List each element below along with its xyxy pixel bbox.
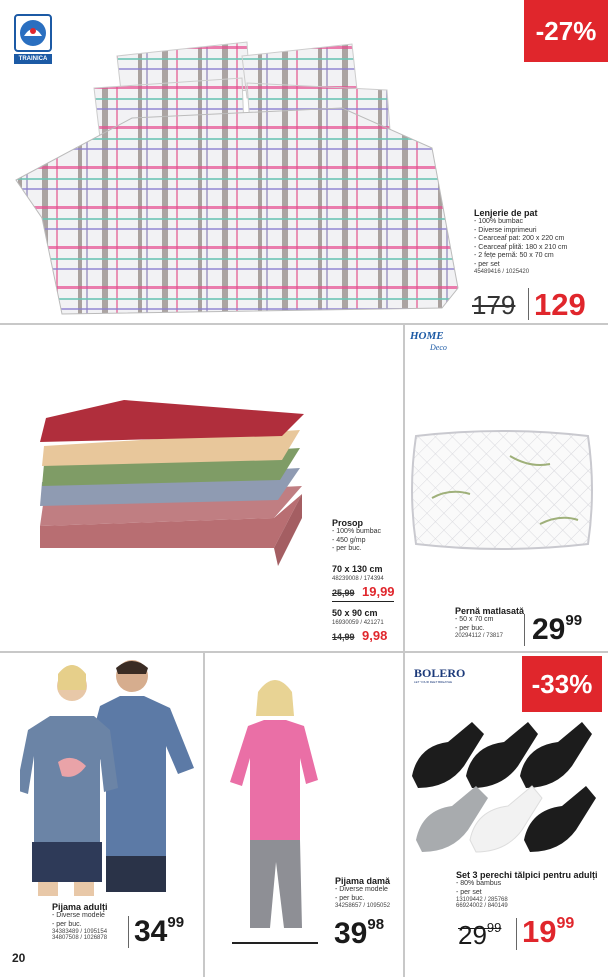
pajama-women-price xyxy=(334,916,384,951)
bedding-title: Lenjerie de pat xyxy=(474,208,538,218)
home-logo-text: HOME xyxy=(410,330,444,342)
bedding-features xyxy=(474,218,604,269)
separator-middle xyxy=(0,651,608,653)
pajama-adult-price-int: 34 xyxy=(134,915,168,948)
bedding-image xyxy=(12,38,464,316)
towel-old-price-2: 14,99 xyxy=(332,632,355,642)
towel-new-price-2: 9,98 xyxy=(362,628,388,643)
pajama-women-feature: - Diverse modele xyxy=(335,886,388,893)
pillow-features xyxy=(455,616,535,633)
discount-badge-bedding: -27% xyxy=(524,0,608,62)
separator-vertical-bottom-2 xyxy=(403,653,405,977)
pillow-info xyxy=(455,606,535,639)
socks-features xyxy=(456,880,606,897)
pajama-adult-title: Pijama adulți xyxy=(52,902,108,912)
pajama-adult-price xyxy=(134,914,184,949)
pajama-adult-code-1: 34383489 / 1095154 xyxy=(52,929,108,935)
bedding-new-price: 129 xyxy=(534,287,586,322)
bedding-feature: - 100% bumbac xyxy=(474,218,524,225)
pajama-women-code: 34258657 / 1095052 xyxy=(335,903,391,909)
pajama-women-title: Pijama damă xyxy=(335,876,391,886)
pajama-women-price-dec: 98 xyxy=(367,916,385,933)
socks-price-divider xyxy=(516,918,517,950)
page-number: 20 xyxy=(12,951,26,965)
pillow-price-int: 29 xyxy=(532,613,566,646)
bedding-feature: - per set xyxy=(474,260,500,268)
pillow-image xyxy=(410,428,594,552)
trainica-logo-text: TRAINICA xyxy=(18,56,48,62)
pillow-feature: - 50 x 70 cm xyxy=(455,616,494,623)
towel-underline-1 xyxy=(332,601,394,602)
bedding-old-price: 179 xyxy=(472,290,516,320)
socks-new-price xyxy=(522,914,574,950)
pillow-price-dec: 99 xyxy=(565,612,583,629)
socks-feature: - 80% bambus xyxy=(456,880,502,887)
bedding-price-divider xyxy=(528,288,529,320)
pajama-women-feature: - per buc. xyxy=(335,894,365,902)
bedding-info xyxy=(474,208,604,275)
bolero-logo-text: BOLERO xyxy=(414,666,466,680)
pillow-price xyxy=(532,612,582,647)
towel-old-price-1: 25,99 xyxy=(332,588,355,598)
bolero-logo-tag: LET YOUR FEET BREATHE xyxy=(414,680,453,684)
towel-new-price-1: 19,99 xyxy=(362,584,395,599)
socks-code-1: 13109442 / 285768 xyxy=(456,897,508,903)
towel-feature: - per buc. xyxy=(332,545,362,552)
bedding-feature: - 2 fețe pernă: 50 x 70 cm xyxy=(474,252,554,259)
bedding-feature: - Cearceaf pat: 200 x 220 cm xyxy=(474,235,565,242)
pajama-women-image xyxy=(220,672,330,950)
bedding-feature: - Cearceaf plită: 180 x 210 cm xyxy=(474,243,568,251)
towel-info xyxy=(332,518,404,554)
home-logo-sub: Deco xyxy=(430,343,447,352)
pajama-women-features xyxy=(335,886,405,903)
socks-image xyxy=(408,716,604,856)
socks-old-price-dec: 99 xyxy=(486,920,502,935)
pajama-adult-image xyxy=(20,656,200,896)
pajama-adult-info xyxy=(52,902,132,941)
pajama-adult-price-dec: 99 xyxy=(167,914,185,931)
page-number-box xyxy=(12,946,34,970)
towel-features xyxy=(332,528,404,554)
pillow-code: 20294112 / 73817 xyxy=(455,633,503,639)
separator-top xyxy=(0,323,608,325)
socks-old-price xyxy=(458,920,501,951)
towel-code-1: 48239008 / 174394 xyxy=(332,576,384,582)
pajama-adult-feature: - per buc. xyxy=(52,920,82,928)
towel-feature: - 100% bumbac xyxy=(332,528,382,535)
bedding-code: 45489416 / 1025420 xyxy=(474,269,530,275)
socks-feature: - per set xyxy=(456,888,482,896)
home-deco-logo xyxy=(410,330,460,356)
towel-title: Prosop xyxy=(332,518,364,528)
bolero-logo xyxy=(414,666,474,688)
pillow-title: Pernă matlasată xyxy=(455,606,525,616)
socks-new-price-dec: 99 xyxy=(556,915,575,932)
towel-code-2: 16930059 / 421271 xyxy=(332,620,384,626)
separator-vertical-middle xyxy=(403,325,405,651)
pajama-adult-feature: - Diverse modele xyxy=(52,912,105,919)
socks-new-price-int: 19 xyxy=(522,914,557,949)
pillow-feature: - per buc. xyxy=(455,624,485,632)
pajama-adult-features xyxy=(52,912,132,929)
separator-vertical-bottom-1 xyxy=(203,653,205,977)
socks-old-price-int: 29 xyxy=(458,920,487,950)
socks-code-2: 66924002 / 840149 xyxy=(456,903,508,909)
pajama-adult-code-2: 34807508 / 1026878 xyxy=(52,935,108,941)
towel-size-2: 50 x 90 cm xyxy=(332,608,378,618)
towels-image xyxy=(34,398,308,580)
socks-info xyxy=(456,870,606,909)
socks-title: Set 3 perechi tălpici pentru adulți xyxy=(456,870,598,880)
pillow-price-divider xyxy=(524,614,525,646)
pajama-women-price-int: 39 xyxy=(334,917,368,950)
towel-feature: - 450 g/mp xyxy=(332,536,366,544)
towel-size-1: 70 x 130 cm xyxy=(332,564,383,574)
bedding-feature: - Diverse imprimeuri xyxy=(474,226,537,234)
pajama-adult-price-divider xyxy=(128,916,129,948)
pajama-women-info xyxy=(335,876,405,909)
discount-badge-socks: -33% xyxy=(522,656,602,712)
